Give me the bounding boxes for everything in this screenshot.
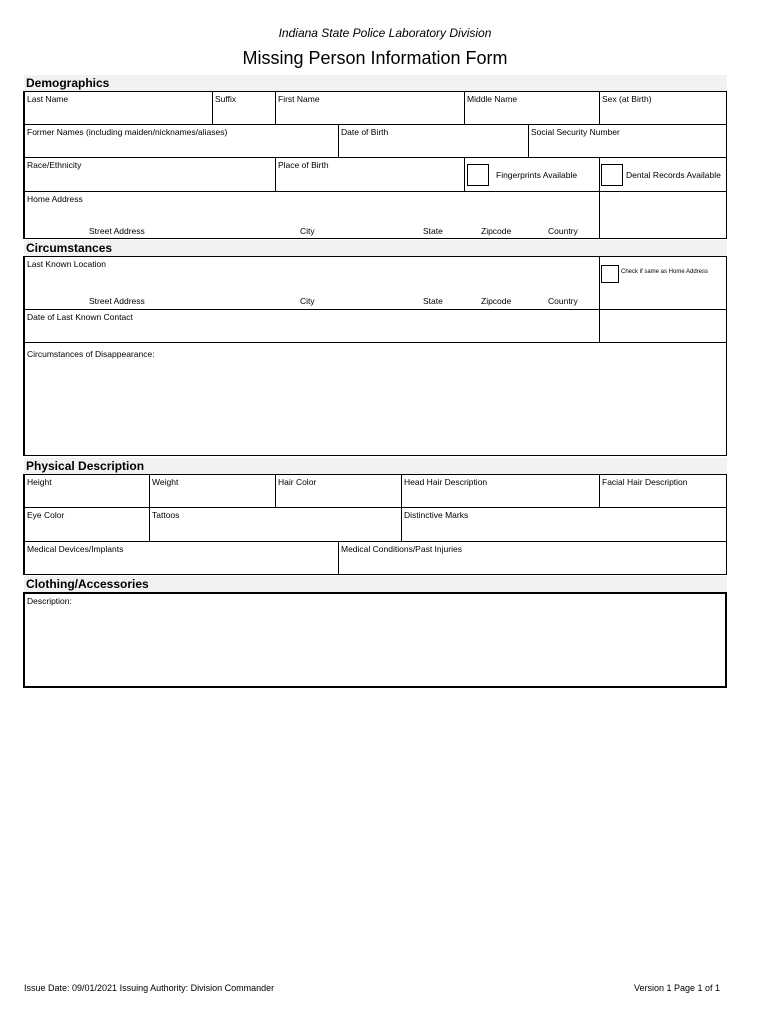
eye-color-field[interactable] bbox=[23, 507, 150, 542]
same-as-home-checkbox[interactable] bbox=[601, 265, 619, 283]
last-name-field[interactable] bbox=[23, 91, 213, 125]
page-version: Version 1 Page 1 of 1 bbox=[634, 983, 721, 993]
issue-info: Issue Date: 09/01/2021 Issuing Authority: Division Commander bbox=[24, 983, 275, 993]
ssn-field[interactable] bbox=[528, 124, 727, 158]
dob-label: Date of Birth bbox=[341, 127, 389, 137]
agency-name: Indiana State Police Laboratory Division bbox=[278, 26, 492, 40]
last-contact-label: Date of Last Known Contact bbox=[27, 312, 133, 322]
last-name-label: Last Name bbox=[27, 94, 69, 104]
dental-label: Dental Records Available bbox=[626, 170, 721, 180]
sex-label: Sex (at Birth) bbox=[602, 94, 652, 104]
home-zip-sublabel: Zipcode bbox=[481, 226, 512, 236]
clothing-description-label: Description: bbox=[27, 596, 72, 606]
home-country-sublabel: Country bbox=[548, 226, 578, 236]
former-names-field[interactable] bbox=[23, 124, 339, 158]
height-label: Height bbox=[27, 477, 52, 487]
home-state-sublabel: State bbox=[423, 226, 443, 236]
first-name-field[interactable] bbox=[275, 91, 465, 125]
last-zip-sublabel: Zipcode bbox=[481, 296, 512, 306]
height-field[interactable] bbox=[23, 474, 150, 508]
medical-conditions-field[interactable] bbox=[338, 541, 727, 575]
sex-field[interactable] bbox=[599, 91, 727, 125]
section-circumstances: Circumstances bbox=[24, 240, 727, 256]
home-city-sublabel: City bbox=[300, 226, 315, 236]
middle-name-field[interactable] bbox=[464, 91, 600, 125]
form-title: Missing Person Information Form bbox=[242, 48, 508, 68]
fingerprints-checkbox[interactable] bbox=[467, 164, 489, 186]
medical-devices-label: Medical Devices/Implants bbox=[27, 544, 124, 554]
race-field[interactable] bbox=[23, 157, 276, 192]
last-city-sublabel: City bbox=[300, 296, 315, 306]
last-location-label: Last Known Location bbox=[27, 259, 106, 269]
weight-label: Weight bbox=[152, 477, 179, 487]
clothing-description-field[interactable] bbox=[23, 592, 727, 688]
last-state-sublabel: State bbox=[423, 296, 443, 306]
home-address-extra-cell[interactable] bbox=[599, 191, 727, 239]
middle-name-label: Middle Name bbox=[467, 94, 518, 104]
hair-color-field[interactable] bbox=[275, 474, 402, 508]
tattoos-label: Tattoos bbox=[152, 510, 180, 520]
pob-field[interactable] bbox=[275, 157, 465, 192]
distinctive-marks-field[interactable] bbox=[401, 507, 727, 542]
weight-field[interactable] bbox=[149, 474, 276, 508]
home-address-label: Home Address bbox=[27, 194, 83, 204]
last-contact-field[interactable] bbox=[23, 309, 600, 343]
facial-hair-field[interactable] bbox=[599, 474, 727, 508]
fingerprints-label: Fingerprints Available bbox=[496, 170, 578, 180]
eye-color-label: Eye Color bbox=[27, 510, 65, 520]
suffix-field[interactable] bbox=[212, 91, 276, 125]
head-hair-label: Head Hair Description bbox=[404, 477, 488, 487]
suffix-label: Suffix bbox=[215, 94, 237, 104]
dob-field[interactable] bbox=[338, 124, 529, 158]
same-as-home-label: Check if same as Home Address bbox=[621, 269, 709, 275]
ssn-label: Social Security Number bbox=[531, 127, 620, 137]
section-physical: Physical Description bbox=[24, 458, 727, 474]
former-names-label: Former Names (including maiden/nicknames/aliases) bbox=[27, 127, 228, 137]
last-street-sublabel: Street Address bbox=[89, 296, 145, 306]
medical-devices-field[interactable] bbox=[23, 541, 339, 575]
disappearance-field[interactable] bbox=[23, 342, 727, 456]
tattoos-field[interactable] bbox=[149, 507, 402, 542]
pob-label: Place of Birth bbox=[278, 160, 329, 170]
distinctive-marks-label: Distinctive Marks bbox=[404, 510, 469, 520]
first-name-label: First Name bbox=[278, 94, 320, 104]
section-clothing: Clothing/Accessories bbox=[24, 576, 727, 592]
section-demographics: Demographics bbox=[24, 75, 727, 91]
race-label: Race/Ethnicity bbox=[27, 160, 82, 170]
head-hair-field[interactable] bbox=[401, 474, 600, 508]
last-country-sublabel: Country bbox=[548, 296, 578, 306]
hair-color-label: Hair Color bbox=[278, 477, 317, 487]
last-contact-extra-cell[interactable] bbox=[599, 309, 727, 343]
facial-hair-label: Facial Hair Description bbox=[602, 477, 688, 487]
disappearance-label: Circumstances of Disappearance: bbox=[27, 349, 155, 359]
dental-checkbox[interactable] bbox=[601, 164, 623, 186]
home-street-sublabel: Street Address bbox=[89, 226, 145, 236]
medical-conditions-label: Medical Conditions/Past Injuries bbox=[341, 544, 462, 554]
